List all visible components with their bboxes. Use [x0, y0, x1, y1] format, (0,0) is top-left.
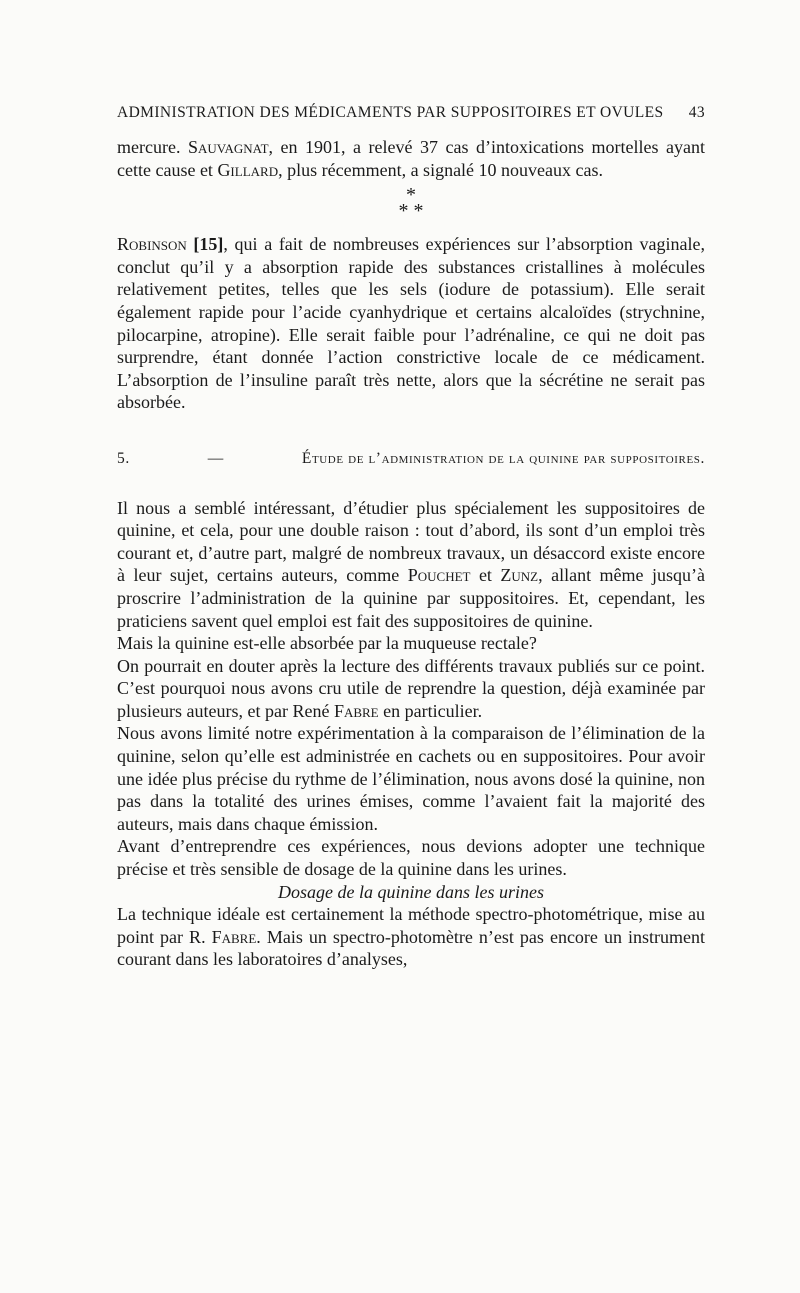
author-name: Robinson [117, 234, 187, 255]
text-run: en particulier. [378, 700, 483, 721]
paragraph-robinson [117, 233, 705, 414]
header-title: ADMINISTRATION DES MÉDICAMENTS PAR SUPPOSITOIRES ET OVULES [117, 104, 664, 121]
text-run: et [470, 565, 501, 586]
author-name: Pouchet [407, 565, 471, 586]
paragraph-spectro [117, 903, 705, 971]
author-name: Gillard [217, 159, 279, 180]
section-dash: — [207, 449, 224, 467]
subheading-dosage: Dosage de la quinine dans les urines [278, 881, 544, 902]
text-run: , en 1901, a relevé 37 cas d’intoxications mortelles ayant cette cause et [117, 137, 705, 180]
page-number: 43 [688, 104, 705, 121]
reference-number: [15] [186, 234, 224, 255]
text-run: , allant même jusqu’à proscrire l’administration de la quinine par suppositoires. Et, cependant, les praticiens savent quel emploi est fait des suppositoires de quinine. [117, 565, 705, 631]
text-run: , plus récemment, a signalé 10 nouveaux cas. [278, 159, 604, 180]
section-separator [117, 184, 705, 223]
text-run: La technique idéale est certainement la méthode spectro-photométrique, mise au point par R. [117, 904, 705, 947]
author-name: Sauvagnat [187, 137, 269, 157]
text-run: , qui a fait de nombreuses expériences sur l’absorption vaginale, conclut qu’il y a absorption rapide des substances cristallines à molécules relativement petites, telles que les sels (iodure de potassium). Elle serait également rapide pour l’acide cyanhydrique et certains alcaloïdes (strychnine, pilocarpine, atropine). Elle serait faible pour l’adrénaline, ce qui ne doit pas surprendre, étant donnée l’action constrictive locale de ce médicament. L’absorption de l’insuline paraît très nette, alors que la sécrétine ne serait pas absorbée. [117, 234, 705, 413]
text-run: On pourrait en douter après la lecture des différents travaux publiés sur ce point. C’est pourquoi nous avons cru utile de reprendre la question, déjà examinée par plusieurs auteurs, et par René [117, 655, 705, 721]
paragraph-continuation [117, 136, 705, 181]
body-text [117, 136, 705, 971]
separator-star-top: * [406, 184, 416, 207]
author-name: Fabre [211, 926, 257, 947]
separator-star-bottom: * * [398, 200, 424, 223]
section-heading [117, 448, 705, 471]
paragraph-doubt [117, 655, 705, 723]
paragraph-technique: Avant d’entreprendre ces expériences, nous devions adopter une technique précise et très sensible de dosage de la quinine dans les urines. [117, 836, 705, 880]
text-run: . Mais un spectro-photomètre n’est pas encore un instrument courant dans les laboratoires d’analyses, [117, 926, 705, 970]
text-run: Il nous a semblé intéressant, d’étudier plus spécialement les suppositoires de quinine, et cela, pour une double raison : tout d’abord, ils sont d’un emploi très courant et, d’autre part, malgré de nombreux travaux, un désaccord existe encore à leur sujet, certains auteurs, comme [117, 497, 705, 586]
paragraph-experiment: Nous avons limité notre expérimentation à la comparaison de l’élimination de la quinine, selon qu’elle est administrée en cachets ou en suppositoires. Pour avoir une idée plus précise du rythme de l’élimination, nous avons dosé la quinine, non pas dans la totalité des urines émises, comme l’avaient fait la majorité des auteurs, mais dans chaque émission. [117, 723, 705, 834]
section-title: Étude de l’administration de la quinine par suppositoires. [301, 449, 705, 467]
paragraph-quinine-intro [117, 497, 705, 633]
author-name: Fabre [333, 700, 379, 721]
paragraph-question: Mais la quinine est-elle absorbée par la muqueuse rectale? [117, 633, 537, 654]
section-number: 5. [117, 449, 130, 467]
author-name: Zunz [500, 565, 539, 586]
text-run: mercure. [117, 137, 188, 157]
running-header [117, 104, 705, 122]
